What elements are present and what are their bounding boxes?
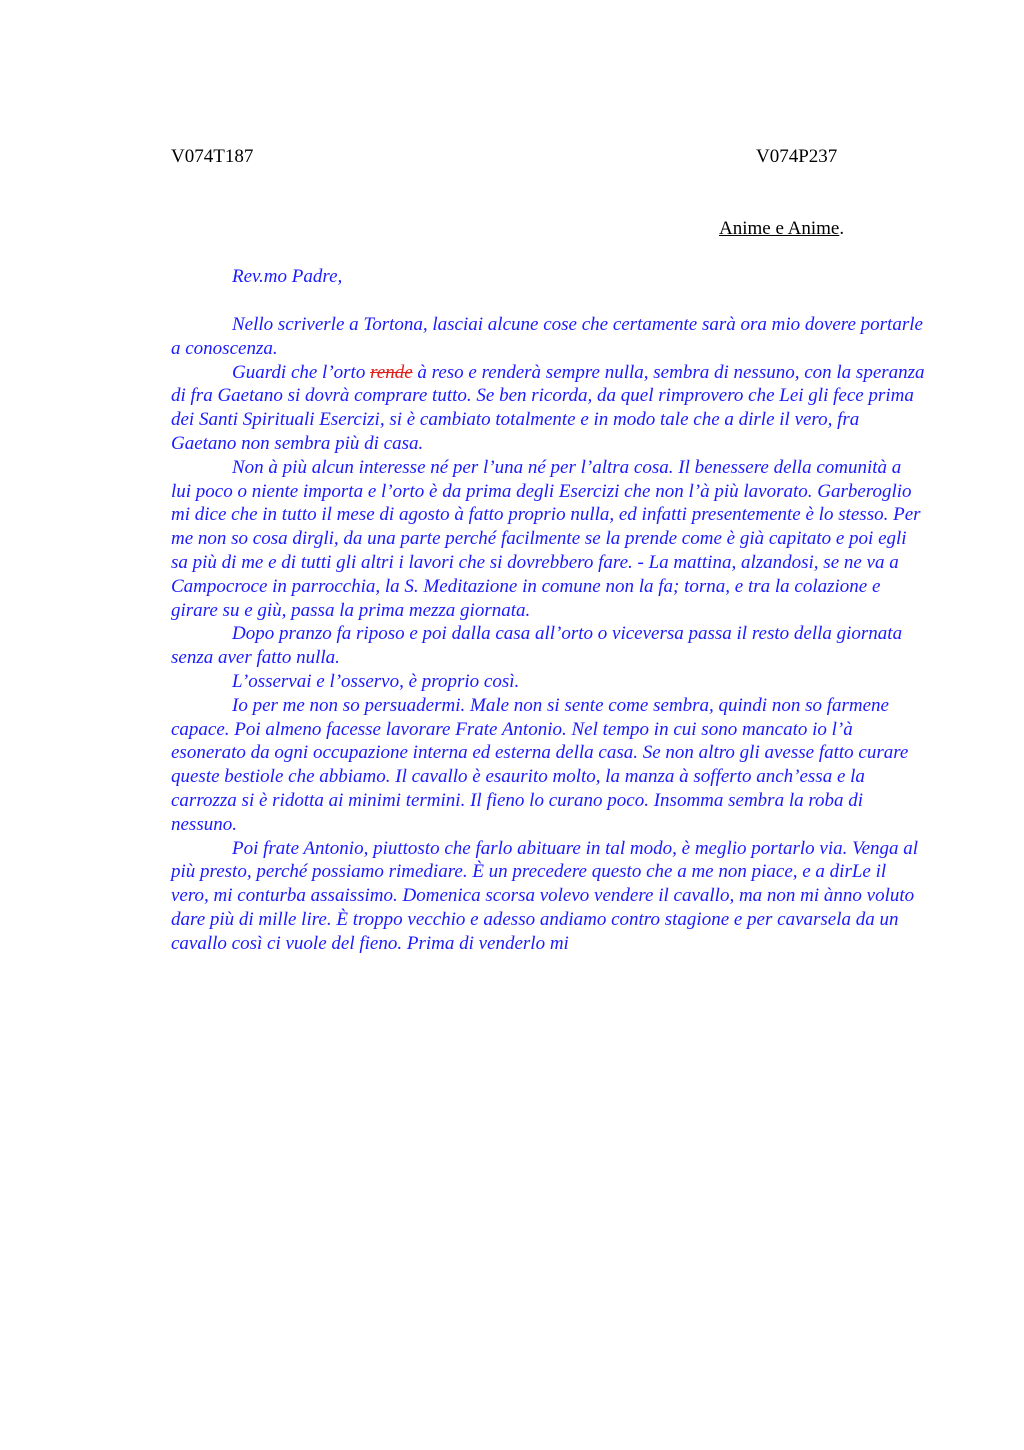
header-code-left: V074T187 — [171, 146, 254, 167]
letter-paragraph: L’osservai e l’osservo, è proprio così. — [232, 670, 520, 692]
letter-paragraph: Nello scriverle a Tortona, lasciai alcune cose che certamente sarà ora mio dovere portarle a conoscenza. — [171, 314, 923, 359]
letter-paragraph: Dopo pranzo fa riposo e poi dalla casa all’orto o viceversa passa il resto della giornata senza aver fatto nulla. — [171, 623, 903, 669]
letter-body — [171, 313, 925, 956]
letter-paragraph: Io per me non so persuadermi. Male non si sente come sembra, quindi non so farmene capace. Poi almeno facesse lavorare Frate Antonio. Nel tempo in cui sono mancato io l’à esonerato da ogni occupazione interna ed esterna della casa. Se non altro gli avesse fatto curare queste bestiole che abbiamo. Il cavallo è esaurito molto, la manza à sofferto anch’essa e la carrozza si è ridotta ai minimi termini. Il fieno lo curano poco. Insomma sembra la roba di nessuno. — [171, 694, 909, 835]
document-title-punct: . — [839, 218, 845, 239]
paragraph-text: Guardi che l’orto — [232, 361, 371, 383]
struck-word: rende — [370, 361, 413, 383]
header-code-right: V074P237 — [756, 146, 838, 167]
letter-paragraph: Poi frate Antonio, piuttosto che farlo abituare in tal modo, è meglio portarlo via. Venga al più presto, perché possiamo rimediare. È un precedere questo che a me non piace, e a dirLe il vero, mi conturba assaissimo. Domenica scorsa volevo vendere il cavallo, ma non mi ànno voluto dare più di mille lire. È troppo vecchio e adesso andiamo contro stagione e per cavarsela da un cavallo così ci vuole del fieno. Prima di venderlo mi — [171, 837, 919, 954]
letter-salutation: Rev.mo Padre, — [232, 266, 343, 287]
document-title — [719, 218, 844, 240]
letter-paragraph: Non à più alcun interesse né per l’una né per l’altra cosa. Il benessere della comunità a lui poco o niente importa e l’orto è da prima degli Esercizi che non l’à più lavorato. Garberoglio mi dice che in tutto il mese di agosto à fatto proprio nulla, ed infatti presentemente è lo stesso. Per me non so cosa dirgli, da una parte perché facilmente se la prende come è già capitato e poi egli sa più di me e di tutti gli altri i lavori che si dovrebbero fare. - La mattina, alzandosi, se ne va a Campocroce in parrocchia, la S. Meditazione in comune non la fa; torna, e tra la colazione e girare su e giù, passa la prima mezza giornata. — [171, 456, 921, 621]
document-title-text: Anime e Anime — [719, 218, 840, 239]
paragraph-text: à reso e renderà sempre nulla, sembra di nessuno, con la speranza di fra Gaetano si dovrà comprare tutto. Se ben ricorda, da quel rimprovero che Lei gli fece prima dei Santi Spirituali Esercizi, si è cambiato totalmente e in modo tale che a dirle il vero, fra Gaetano non sembra più di casa. — [171, 361, 925, 454]
letter-paragraph — [171, 361, 925, 456]
